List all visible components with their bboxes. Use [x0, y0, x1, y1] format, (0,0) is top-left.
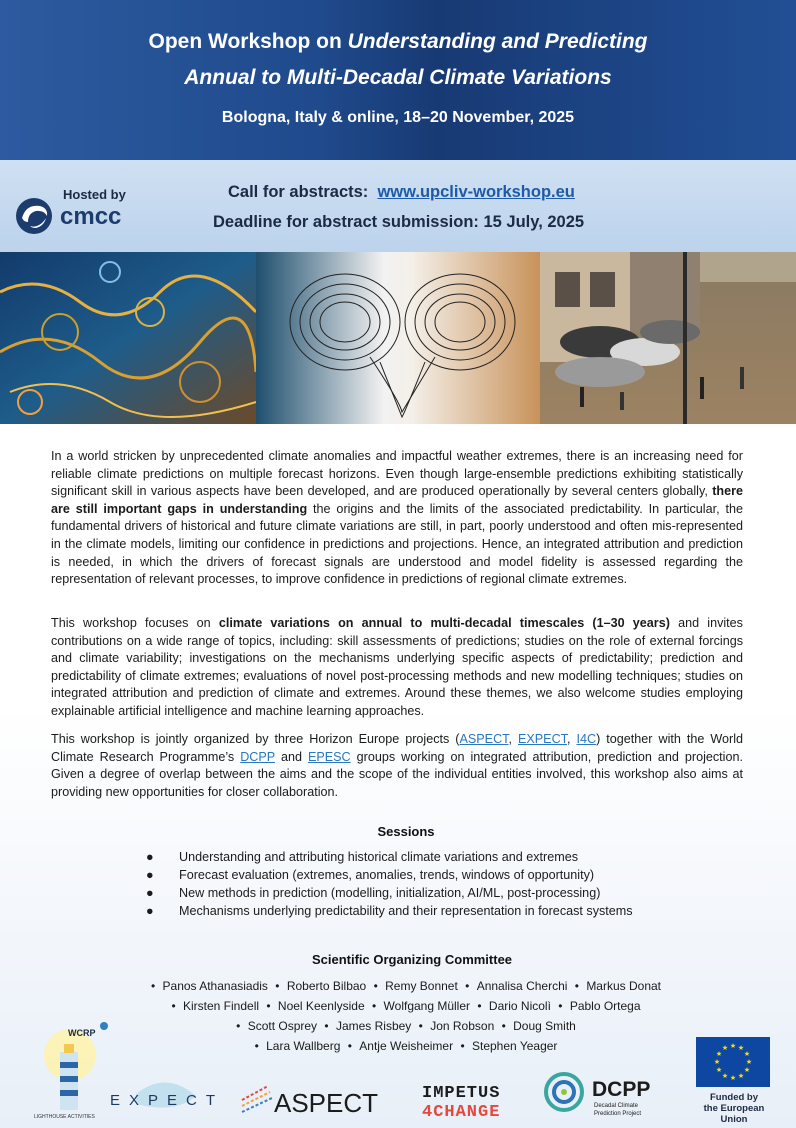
dcpp-link[interactable]: DCPP	[240, 749, 275, 764]
session-item	[146, 884, 633, 902]
p1-bold: there are still important gaps in understanding	[51, 484, 743, 516]
p1-text-a: In a world stricken by unprecedented climate anomalies and impactful weather extremes, there is an increasing need for reliable climate predictions on multiple forecast horizons. Even though large-ensemble predictions exhibiting statistically significant skill in various aspects have been developed, and are produced operationally by several centers globally,	[51, 449, 743, 499]
bullet-icon: ●	[146, 868, 154, 882]
image-strip	[0, 252, 796, 424]
aspect-text: ASPECT	[274, 1088, 379, 1118]
member-name: James Risbey	[335, 1019, 412, 1033]
bullet-icon: ●	[146, 904, 154, 918]
eu-line-2: the European Union	[703, 1103, 765, 1125]
committee-line-3	[0, 1019, 796, 1033]
bullet-icon: •	[460, 1039, 465, 1053]
member-name: Scott Osprey	[247, 1019, 318, 1033]
svg-text:★: ★	[729, 1042, 737, 1050]
cmcc-wordmark: cmcc	[60, 203, 122, 230]
svg-text:★: ★	[737, 1044, 745, 1052]
title-line-1	[0, 30, 796, 54]
bullet-icon: •	[266, 999, 271, 1013]
committee-heading: Scientific Organizing Committee	[311, 952, 513, 967]
bullet-icon: •	[171, 999, 176, 1013]
bullet-icon: •	[275, 979, 280, 993]
bullet-icon: •	[324, 1019, 329, 1033]
session-text: New methods in prediction (modelling, initialization, AI/ML, post-processing)	[179, 886, 601, 900]
member-name: Annalisa Cherchi	[476, 979, 568, 993]
expect-text: EXPECT	[110, 1092, 224, 1109]
svg-text:★: ★	[737, 1072, 745, 1080]
member-name: Remy Bonnet	[385, 979, 458, 993]
dcpp-logo	[544, 1072, 668, 1118]
organizers-paragraph	[51, 731, 743, 801]
member-name: Panos Athanasiadis	[162, 979, 268, 993]
p2-bold: climate variations on annual to multi-decadal timescales (1–30 years)	[218, 616, 670, 630]
bullet-icon: •	[418, 1019, 423, 1033]
sessions-heading: Sessions	[377, 824, 435, 839]
svg-text:★: ★	[745, 1058, 753, 1066]
wcrp-subtext: LIGHTHOUSE ACTIVITIES	[34, 1114, 95, 1120]
bullet-icon: •	[254, 1039, 259, 1053]
svg-text:★: ★	[743, 1050, 751, 1058]
svg-text:★: ★	[721, 1044, 729, 1052]
session-item	[146, 866, 633, 884]
session-text: Mechanisms underlying predictability and their representation in forecast systems	[179, 904, 633, 918]
p3-sep-1: ,	[508, 732, 518, 746]
session-item	[146, 848, 633, 866]
deadline-text: Deadline for abstract submission: 15 July, 2025	[213, 213, 585, 231]
p2-text-b: and invites contributions on a wide range of topics, including: skill assessments of predictions; studies on the role of external forcings and climate variability; investigations on the mechanisms underlying specific aspects of predictability; prediction and predictability of climate extremes; evaluations of novel post-processing methods and new modelling techniques; studies on integrated attribution and prediction of climate and extremes. Around these themes, we also welcome studies employing explainable artificial intelligence and machine learning approaches.	[51, 616, 743, 718]
hosted-by-label: Hosted by	[63, 187, 126, 202]
bullet-icon: ●	[146, 886, 154, 900]
p3-text-b: ) together with the World Climate Research Programme’s	[51, 732, 744, 764]
event-location-date: Bologna, Italy & online, 18–20 November, 2025	[221, 109, 575, 126]
session-item	[146, 902, 633, 920]
p2-text-a: This workshop focuses on	[51, 616, 219, 630]
member-name: Dario Nicolì	[488, 999, 551, 1013]
session-text: Forecast evaluation (extremes, anomalies, trends, windows of opportunity)	[179, 868, 595, 882]
member-name: Roberto Bilbao	[286, 979, 367, 993]
p3-text-c: and	[274, 749, 308, 764]
bullet-icon: •	[236, 1019, 241, 1033]
member-name: Markus Donat	[586, 979, 662, 993]
sessions-list	[146, 848, 633, 920]
dcpp-text: DCPP	[592, 1078, 651, 1101]
member-name: Jon Robson	[430, 1019, 495, 1033]
bullet-icon: •	[558, 999, 563, 1013]
p3-text-a: This workshop is jointly organized by three Horizon Europe projects (	[51, 732, 460, 746]
lorenz-attractor-image	[256, 252, 540, 424]
ocean-currents-image	[0, 252, 256, 424]
svg-text:★: ★	[713, 1058, 721, 1066]
epesc-link[interactable]: EPESC	[307, 749, 351, 764]
bullet-icon: •	[373, 979, 378, 993]
member-name: Lara Wallberg	[266, 1039, 341, 1053]
member-name: Antje Weisheimer	[359, 1039, 454, 1053]
flood-street-image	[540, 252, 796, 424]
impetus-text: IMPETUS	[422, 1084, 501, 1103]
member-name: Wolfgang Müller	[383, 999, 471, 1013]
bullet-icon: •	[150, 979, 156, 993]
intro-paragraph	[51, 448, 743, 589]
dcpp-subtext-1: Decadal Climate	[594, 1103, 639, 1109]
session-text: Understanding and attributing historical climate variations and extremes	[179, 850, 579, 864]
wcrp-lighthouse-logo	[30, 1020, 112, 1120]
committee-line-4	[0, 1039, 796, 1053]
aspect-logo	[240, 1076, 392, 1118]
impetus4change-logo	[420, 1080, 524, 1120]
bullet-icon: •	[371, 999, 377, 1013]
member-name: Noel Keenlyside	[277, 999, 365, 1013]
eu-funding-label	[690, 1092, 778, 1125]
change-text: 4CHANGE	[422, 1103, 501, 1120]
bullet-icon: •	[501, 1019, 506, 1033]
expect-logo	[106, 1074, 224, 1118]
committee-line-2	[0, 999, 796, 1013]
member-name: Doug Smith	[513, 1019, 576, 1033]
eu-line-1: Funded by	[709, 1092, 759, 1103]
aspect-link[interactable]: ASPECT	[459, 732, 509, 746]
eu-flag-icon	[696, 1037, 770, 1087]
p1-text-b: the origins and the limits of the associated predictability. In particular, the fundamental drivers of historical and future climate variations are still, in part, poorly understood and often mis-represented in the climate models, limiting our confidence in predictions and projections. Hence, an integrated attribution and prediction is needed, in which the drivers of forecast signals are understood and model fidelity is assessed regarding the representation of relevant processes, to improve confidence in predictions of regional climate extremes.	[51, 501, 743, 587]
bullet-icon: ●	[146, 850, 154, 864]
title-plain: Open Workshop on	[148, 30, 348, 53]
svg-text:★: ★	[743, 1066, 751, 1074]
bullet-icon: •	[347, 1039, 352, 1053]
p3-text-d: groups working on integrated attribution, prediction and projection. Given a degree of overlap between the aims and the scope of the individual entities involved, this workshop also aims at providing new opportunities for closer collaboration.	[51, 749, 743, 799]
call-for-abstracts	[228, 183, 575, 202]
title-italic: Understanding and Predicting	[347, 30, 648, 53]
svg-text:★: ★	[715, 1066, 723, 1074]
svg-text:★: ★	[729, 1074, 737, 1082]
member-name: Stephen Yeager	[472, 1039, 558, 1053]
title-line-2: Annual to Multi-Decadal Climate Variations	[184, 66, 612, 89]
cmcc-logo	[14, 196, 144, 236]
wcrp-text: WCRP	[68, 1028, 96, 1038]
dcpp-subtext-2: Prediction Project	[594, 1111, 642, 1117]
svg-text:★: ★	[721, 1072, 729, 1080]
member-name: Pablo Ortega	[569, 999, 641, 1013]
member-name: Kirsten Findell	[183, 999, 260, 1013]
bullet-icon: •	[477, 999, 482, 1013]
call-label: Call for abstracts:	[228, 183, 369, 201]
p3-sep-2: ,	[566, 732, 577, 746]
header-banner	[0, 0, 796, 160]
i4c-link[interactable]: I4C	[576, 732, 597, 746]
bullet-icon: •	[465, 979, 470, 993]
expect-link[interactable]: EXPECT	[517, 732, 567, 746]
svg-text:★: ★	[715, 1050, 723, 1058]
bullet-icon: •	[574, 979, 579, 993]
workshop-url-link[interactable]: www.upcliv-workshop.eu	[377, 183, 575, 201]
committee-line-1	[0, 979, 796, 993]
focus-paragraph	[51, 615, 743, 721]
